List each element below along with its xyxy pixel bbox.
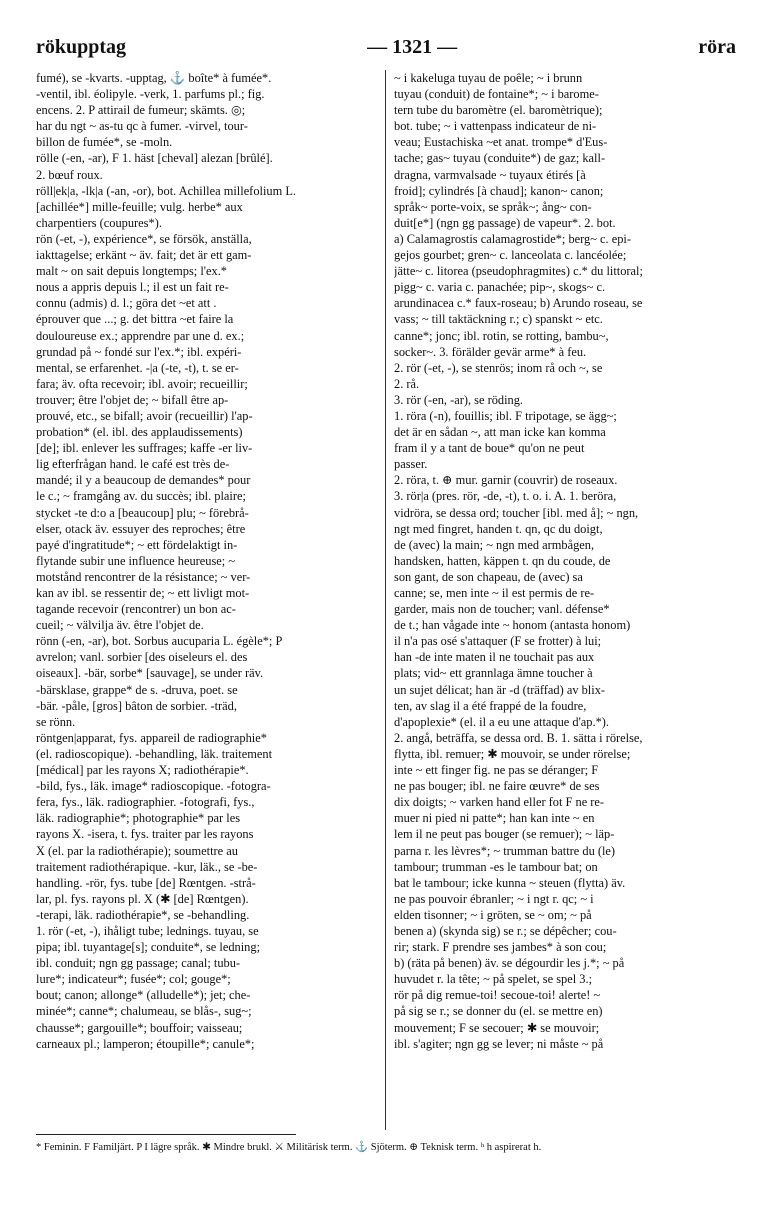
text-line: plats; vid~ ett grannlaga ämne toucher à bbox=[394, 666, 593, 681]
text-line: handsken, hatten, käppen t. qn du coude, de bbox=[394, 553, 611, 568]
text-line: b) (räta på benen) äv. se dégourdir les j.*; ~ på bbox=[394, 956, 625, 971]
text-line: de t.; han vågade inte ~ honom (antasta honom) bbox=[394, 618, 631, 633]
text-line: [médical] par les rayons X; radiothérapie*. bbox=[36, 763, 249, 778]
text-line: på sig se r.; se donner du (el. se mettre en) bbox=[394, 1004, 603, 1019]
text-line: 2. röra, t. ⊕ mur. garnir (couvrir) de roseaux. bbox=[394, 473, 618, 488]
text-line: rön (-et, -), expérience*, se försök, anställa, bbox=[36, 231, 252, 246]
text-line: muer ni pied ni patte*; han kan inte ~ en bbox=[394, 811, 595, 826]
text-line: mandé; il y a beaucoup de demandes* pour bbox=[36, 473, 251, 488]
text-line: 2. bœuf roux. bbox=[36, 167, 103, 182]
text-line: vass; ~ till taktäckning r.; c) spanskt ~ etc. bbox=[394, 312, 603, 327]
text-line: röll|ek|a, -lk|a (-an, -or), bot. Achillea millefolium L. bbox=[36, 183, 296, 198]
text-line: tambour; trumman -es le tambour bat; on bbox=[394, 859, 598, 874]
text-line: canne*; jonc; ibl. rotin, se rotting, bambu~, bbox=[394, 328, 609, 343]
text-line: flytta, ibl. remuer; ✱ mouvoir, se under rörelse; bbox=[394, 746, 631, 761]
header-right-word: röra bbox=[698, 36, 736, 58]
text-line: rir; stark. F prendre ses jambes* à son cou; bbox=[394, 940, 607, 955]
text-line: pipa; ibl. tuyantage[s]; conduite*, se ledning; bbox=[36, 940, 261, 955]
text-line: prouvé, etc., se bifall; avoir (recueillir) l'ap- bbox=[36, 408, 253, 423]
text-line: ibl. s'agiter; ngn gg se lever; ni måste ~ på bbox=[394, 1036, 604, 1051]
header-left-word: rökupptag bbox=[36, 36, 127, 58]
text-line: connu (admis) d. l.; göra det ~et att . bbox=[36, 296, 217, 311]
text-line: duit[e*] (ngn gg passage) de vapeur*. 2. bot. bbox=[394, 215, 616, 230]
text-line: -bär. -påle, [gros] bâton de sorbier. -träd, bbox=[36, 698, 237, 713]
text-line: har du ngt ~ as-tu qc à fumer. -virvel, tour- bbox=[36, 119, 248, 134]
text-line: un sujet délicat; han är -d (träffad) av blix- bbox=[394, 682, 606, 697]
text-line: kan av ibl. se ressentir de; ~ ett livligt mot- bbox=[36, 586, 250, 600]
text-line: arundinacea c.* faux-roseau; b) Arundo roseau, se bbox=[394, 296, 643, 311]
text-line: ne pas pouvoir ébranler; ~ i ngt r. qc; ~ i bbox=[394, 891, 594, 906]
text-line: son gant, de son chapeau, de (avec) sa bbox=[394, 569, 583, 584]
text-line: a) Calamagrostis calamagrostide*; berg~ c. epi- bbox=[394, 231, 631, 246]
text-line: mental, se erfarenhet. -|a (-te, -t), t. se er- bbox=[36, 360, 239, 375]
text-line: 3. rör (-en, -ar), se röding. bbox=[394, 392, 524, 407]
text-line: fumé), se -kvarts. -upptag, ⚓ boîte* à fumée*. bbox=[36, 71, 272, 85]
text-line: rayons X. -isera, t. fys. traiter par les rayons bbox=[36, 827, 254, 842]
text-line: gejos gourbet; gren~ c. lanceolata c. lancéolée; bbox=[394, 248, 627, 263]
text-line: vidröra, se dessa ord; toucher [ibl. med å]; ~ ngn, bbox=[394, 505, 639, 520]
text-line: garder, mais non de toucher; vanl. défense* bbox=[394, 602, 610, 617]
text-line: inte ~ ett finger fig. ne pas se déranger; F bbox=[394, 763, 599, 778]
text-line: benen a) (skynda sig) se r.; se dépêcher; cou- bbox=[394, 923, 617, 938]
text-line: bout; canon; allonge* (alludelle*); jet; che- bbox=[36, 988, 251, 1003]
text-line: chausse*; gargouille*; bouffoir; vaisseau; bbox=[36, 1020, 243, 1035]
text-line: grundad på ~ fondé sur l'ex.*; ibl. expéri- bbox=[36, 344, 242, 359]
text-line: [de]; ibl. enlever les suffrages; kaffe -er liv- bbox=[36, 441, 253, 456]
text-line: cueil; ~ välvilja äv. être l'objet de. bbox=[36, 618, 204, 633]
text-line: röntgen|apparat, fys. appareil de radiographie* bbox=[36, 730, 267, 745]
text-line: dragna, varmvalsade ~ tuyaux étirés [à bbox=[394, 167, 586, 182]
text-line: bot. tube; ~ i vattenpass indicateur de ni- bbox=[394, 119, 597, 134]
text-line: 2. rör (-et, -), se stenrös; inom rå och ~, se bbox=[394, 360, 603, 375]
page-number: — 1321 — bbox=[367, 36, 458, 58]
text-line: se rönn. bbox=[36, 714, 76, 729]
text-line: probation* (el. ibl. des applaudissements) bbox=[36, 425, 243, 440]
text-line: bat le tambour; icke kunna ~ steuen (flytta) äv. bbox=[394, 875, 626, 890]
text-line: (el. radioscopique). -behandling, läk. traitement bbox=[36, 746, 273, 761]
text-line: carneaux pl.; lamperon; étoupille*; canule*; bbox=[36, 1036, 255, 1051]
text-line: tuyau (conduit) de fontaine*; ~ i barome- bbox=[394, 87, 599, 102]
text-line: parna r. les lèvres*; ~ trumman battre du (le) bbox=[394, 843, 616, 858]
text-line: fera, fys., läk. radiographier. -fotografi, fys., bbox=[36, 795, 255, 810]
text-line: [achillée*] mille-feuille; vulg. herbe* aux bbox=[36, 199, 243, 214]
text-line: lem il ne peut pas bouger (se remuer); ~ läp- bbox=[394, 827, 615, 842]
text-line: elser, otack äv. essuyer des reproches; être bbox=[36, 521, 246, 536]
text-line: fara; äv. ofta recevoir; ibl. avoir; recueillir; bbox=[36, 376, 248, 391]
text-line: tern tube du baromètre (el. baromètrique); bbox=[394, 103, 603, 118]
footer-legend: * Feminin. F Familjärt. P I lägre språk. ✱ Mindre brukl. ⚔ Militärisk term. ⚓ Sjöterm. ⊕ Teknisk term. ʰ h aspirerat h. bbox=[36, 1142, 542, 1153]
footer-rule bbox=[36, 1134, 296, 1135]
text-line: douloureuse ex.; apprendre par une d. ex.; bbox=[36, 328, 245, 343]
text-line: minée*; canne*; chalumeau, se blås-, sug~; bbox=[36, 1004, 252, 1019]
text-line: veau; Eustachiska ~et anat. trompe* d'Eus- bbox=[394, 135, 608, 150]
left-column bbox=[36, 70, 386, 1130]
page-header bbox=[36, 36, 736, 66]
text-line: billon de fumée*, se -moln. bbox=[36, 135, 173, 150]
text-line: iakttagelse; erkänt ~ äv. fait; det är ett gam- bbox=[36, 248, 252, 263]
text-line: traitement radiothérapique. -kur, läk., se -be- bbox=[36, 859, 258, 874]
text-columns bbox=[36, 70, 736, 1130]
text-line: huvudet r. la tête; ~ på spelet, se spel 3.; bbox=[394, 972, 593, 987]
text-line: nous a appris depuis l.; il est un fait re- bbox=[36, 280, 229, 295]
text-line: motstånd rencontrer de la résistance; ~ ver- bbox=[36, 569, 251, 584]
text-line: payé d'ingratitude*; ~ ett fördelaktigt in- bbox=[36, 537, 238, 552]
text-line: il n'a pas osé s'attaquer (F se frotter) à lui; bbox=[394, 634, 602, 649]
text-line: -bild, fys., läk. image* radioscopique. -fotogra- bbox=[36, 779, 271, 794]
text-line: lar, pl. fys. rayons pl. X (✱ [de] Rœntgen). bbox=[36, 891, 249, 906]
text-line: d'apoplexie* (el. il a eu une attaque d'ap.*). bbox=[394, 714, 610, 729]
text-line: malt ~ on sait depuis longtemps; l'ex.* bbox=[36, 264, 227, 279]
text-line: 3. rör|a (pres. rör, -de, -t), t. o. i. A. 1. beröra, bbox=[394, 489, 617, 504]
text-line: dix doigts; ~ varken hand eller fot F ne re- bbox=[394, 795, 605, 810]
text-line: läk. radiographie*; photographie* par les bbox=[36, 811, 241, 826]
text-line: elden tisonner; ~ i gröten, se ~ om; ~ på bbox=[394, 907, 592, 922]
text-line: éprouver que ...; g. det bittra ~et faire la bbox=[36, 312, 234, 327]
text-line: rör på dig remue-toi! secoue-toi! alerte! ~ bbox=[394, 988, 601, 1003]
text-line: froid]; cylindrés [à chaud]; kanon~ canon; bbox=[394, 183, 604, 198]
text-line: oiseaux]. -bär, sorbe* [sauvage], se under räv. bbox=[36, 666, 264, 681]
text-line: 2. angå, beträffa, se dessa ord. B. 1. sätta i rörelse, bbox=[394, 730, 643, 745]
text-line: trouver; être l'objet de; ~ bifall être ap- bbox=[36, 392, 229, 407]
text-line: språk~ porte-voix, se språk~; ång~ con- bbox=[394, 199, 592, 214]
text-line: ne pas bouger; ibl. ne faire œuvre* de ses bbox=[394, 779, 600, 794]
text-line: ten, av slag il a été frappé de la foudre, bbox=[394, 698, 587, 713]
text-line: han -de inte maten il ne touchait pas aux bbox=[394, 650, 595, 665]
text-line: 1. rör (-et, -), ihåligt tube; lednings. tuyau, se bbox=[36, 923, 259, 938]
text-line: -terapi, läk. radiothérapie*, se -behandling. bbox=[36, 907, 250, 922]
text-line: fram il y a tant de boue* qu'on ne peut bbox=[394, 441, 585, 456]
text-line: lig efterfrågan hand. le café est très de- bbox=[36, 457, 230, 472]
text-line: lure*; indicateur*; fusée*; col; gouge*; bbox=[36, 972, 231, 987]
text-line: handling. -rör, fys. tube [de] Rœntgen. -strå- bbox=[36, 875, 256, 890]
text-line: encens. 2. P attirail de fumeur; skämts. ◎; bbox=[36, 103, 246, 118]
text-line: tache; gas~ tuyau (conduite*) de gaz; kall- bbox=[394, 151, 606, 166]
text-line: passer. bbox=[394, 457, 428, 472]
text-line: avrelon; vanl. sorbier [des oiseleurs el. des bbox=[36, 650, 248, 665]
text-line: det är en sådan ~, att man icke kan komma bbox=[394, 425, 606, 440]
text-line: canne; se, men inte ~ il est permis de re- bbox=[394, 586, 595, 600]
text-line: de (avec) la main; ~ ngn med armbågen, bbox=[394, 537, 595, 552]
text-line: tagande recevoir (rencontrer) un bon ac- bbox=[36, 602, 236, 617]
text-line: stycket -te d:o a [beaucoup] plu; ~ förebrå- bbox=[36, 505, 249, 520]
text-line: rölle (-en, -ar), F 1. häst [cheval] alezan [brûlé]. bbox=[36, 151, 273, 166]
text-line: mouvement; F se secouer; ✱ se mouvoir; bbox=[394, 1020, 600, 1035]
text-line: 2. rå. bbox=[394, 376, 420, 391]
right-column bbox=[386, 70, 736, 1130]
text-line: pigg~ c. varia c. panachée; pip~, skogs~ c. bbox=[394, 280, 606, 295]
text-line: -bärsklase, grappe* de s. -druva, poet. se bbox=[36, 682, 238, 697]
text-line: X (el. par la radiothérapie); soumettre au bbox=[36, 843, 238, 858]
text-line: 1. röra (-n), fouillis; ibl. F tripotage, se ägg~; bbox=[394, 408, 617, 423]
text-line: jätte~ c. litorea (pseudophragmites) c.* du littoral; bbox=[394, 264, 643, 279]
text-line: -ventil, ibl. éolipyle. -verk, 1. parfums pl.; fig. bbox=[36, 87, 265, 102]
text-line: ~ i kakeluga tuyau de poêle; ~ i brunn bbox=[394, 71, 583, 85]
text-line: socker~. 3. förälder gevär arme* à feu. bbox=[394, 344, 587, 359]
text-line: rönn (-en, -ar), bot. Sorbus aucuparia L. égèle*; P bbox=[36, 634, 283, 649]
text-line: ibl. conduit; ngn gg passage; canal; tubu- bbox=[36, 956, 241, 971]
text-line: charpentiers (coupures*). bbox=[36, 215, 162, 230]
text-line: le c.; ~ framgång av. du succès; ibl. plaire; bbox=[36, 489, 246, 504]
text-line: ngt med fingret, handen t. qn, qc du doigt, bbox=[394, 521, 603, 536]
text-line: flytande subir une influence heureuse; ~ bbox=[36, 553, 236, 568]
